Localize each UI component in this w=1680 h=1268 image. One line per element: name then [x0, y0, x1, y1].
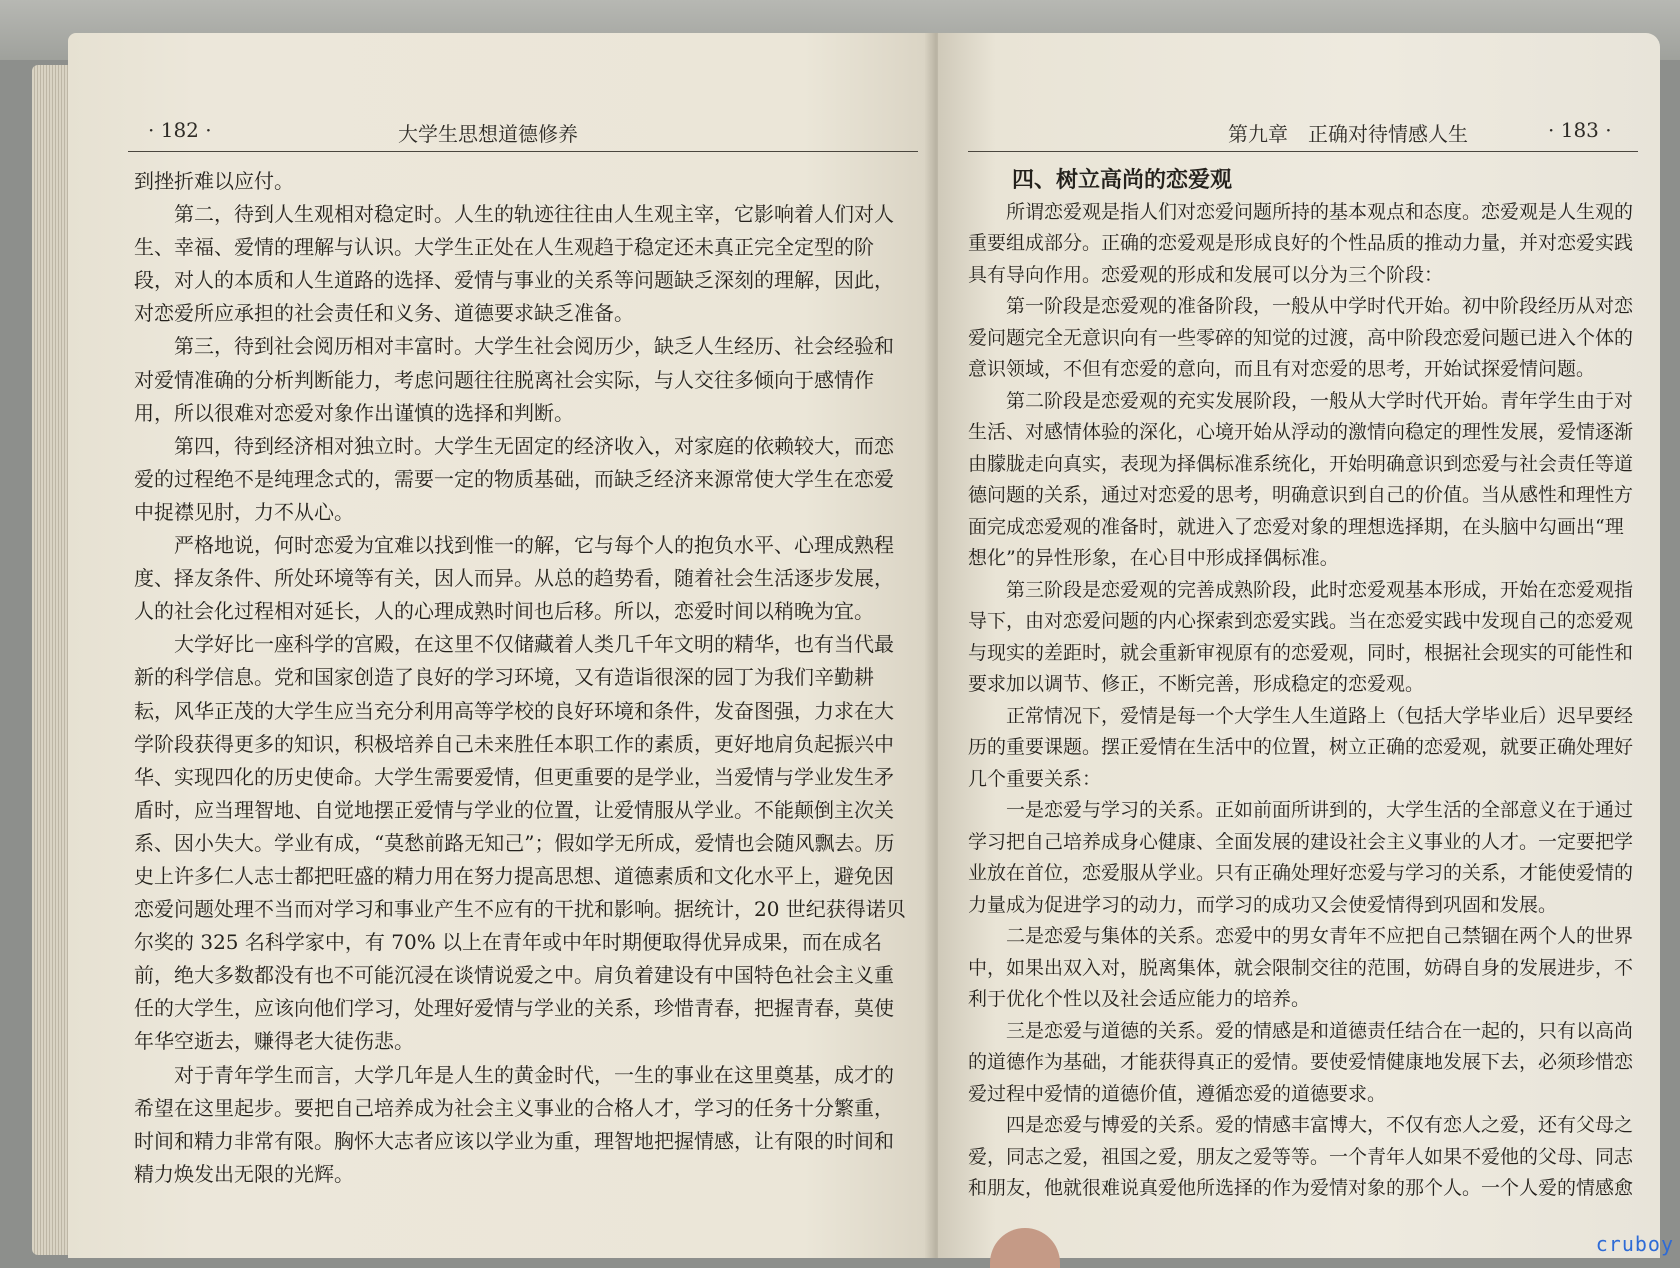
left-page-number: · 182 · [148, 118, 212, 142]
left-running-head: 大学生思想道德修养 [398, 122, 578, 146]
paragraph: 第三阶段是恋爱观的完善成熟阶段，此时恋爱观基本形成，开始在恋爱观指导下，由对恋爱问题的内心探索到恋爱实践。当在恋爱实践中发现自己的恋爱观与现实的差距时，就会重新审视原有的恋爱观，同时，根据社会现实的可能性和要求加以调节、修正，不断完善，形成稳定的恋爱观。 [968, 578, 1634, 695]
right-body-text [968, 165, 1638, 1205]
left-page [68, 33, 934, 1258]
right-page [938, 33, 1660, 1258]
right-running-head: 第九章 正确对待情感人生 [1228, 122, 1468, 146]
paragraph: 大学好比一座科学的宫殿，在这里不仅储藏着人类几千年文明的精华，也有当代最新的科学信息。党和国家创造了良好的学习环境，又有造诣很深的园丁为我们辛勤耕耘，风华正茂的大学生应当充分利用高等学校的良好环境和条件，发奋图强，力求在大学阶段获得更多的知识，积极培养自己未来胜任本职工作的素质，更好地肩负起振兴中华、实现四化的历史使命。大学生需要爱情，但更重要的是学业，当爱情与学业发生矛盾时，应当理智地、自觉地摆正爱情与学业的位置，让爱情服从学业。不能颠倒主次关系、因小失大。学业有成，“莫愁前路无知己”；假如学无所成，爱情也会随风飘去。历史上许多仁人志士都把旺盛的精力用在努力提高思想、道德素质和文化水平上，避免因恋爱问题处理不当而对学习和事业产生不应有的干扰和影响。据统计，20 世纪获得诺贝尔奖的 325 名科学家中，有 70% 以上在青年或中年时期便取得优异成果，而在成名前，绝大多数都没有也不可能沉浸在谈情说爱之中。肩负着建设有中国特色社会主义重任的大学生，应该向他们学习，处理好爱情与学业的关系，珍惜青春，把握青春，莫使年华空逝去，赚得老大徒伤悲。 [134, 632, 906, 1054]
paragraph: 第四，待到经济相对独立时。大学生无固定的经济收入，对家庭的依赖较大，而恋爱的过程绝不是纯理念式的，需要一定的物质基础，而缺乏经济来源常使大学生在恋爱中捉襟见肘，力不从心。 [134, 433, 894, 524]
paragraph: 第一阶段是恋爱观的准备阶段，一般从中学时代开始。初中阶段经历从对恋爱问题完全无意识向有一些零碎的知觉的过渡，高中阶段恋爱问题已进入个体的意识领域，不但有恋爱的意向，而且有对恋爱的思考，开始试探爱情问题。 [968, 295, 1634, 380]
page-edges [32, 65, 72, 1255]
paragraph: 第二阶段是恋爱观的充实发展阶段，一般从大学时代开始。青年学生由于对生活、对感情体验的深化，心境开始从浮动的激情向稳定的理性发展，爱情逐渐由朦胧走向真实，表现为择偶标准系统化，开始明确意识到恋爱与社会责任等道德问题的关系，通过对恋爱的思考，明确意识到自己的价值。当从感性和理性方面完成恋爱观的准备时，就进入了恋爱对象的理想选择期，在头脑中勾画出“理想化”的异性形象，在心目中形成择偶标准。 [968, 389, 1634, 569]
paragraph: 第二，待到人生观相对稳定时。人生的轨迹往往由人生观主宰，它影响着人们对人生、幸福、爱情的理解与认识。大学生正处在人生观趋于稳定还未真正完全定型的阶段，对人的本质和人生道路的选择、爱情与事业的关系等问题缺乏深刻的理解，因此，对恋爱所应承担的社会责任和义务、道德要求缺乏准备。 [134, 202, 894, 326]
left-header-rule [128, 151, 918, 152]
paragraph: 到挫折难以应付。 [134, 169, 294, 193]
section-heading: 四、树立高尚的恋爱观 [1012, 168, 1233, 193]
paragraph: 严格地说，何时恋爱为宜难以找到惟一的解，它与每个人的抱负水平、心理成熟程度、择友条件、所处环境等有关，因人而异。从总的趋势看，随着社会生活逐步发展，人的社会化过程相对延长，人的心理成熟时间也后移。所以，恋爱时间以稍晚为宜。 [134, 533, 894, 624]
right-header-rule [968, 151, 1638, 152]
paragraph: 第三，待到社会阅历相对丰富时。大学生社会阅历少，缺乏人生经历、社会经验和对爱情准确的分析判断能力，考虑问题往往脱离社会实际，与人交往多倾向于感情作用，所以很难对恋爱对象作出谨慎的选择和判断。 [134, 334, 894, 425]
paragraph: 二是恋爱与集体的关系。恋爱中的男女青年不应把自己禁锢在两个人的世界中，如果出双入对，脱离集体，就会限制交往的范围，妨碍自身的发展进步，不利于优化个性以及社会适应能力的培养。 [968, 925, 1634, 1010]
watermark-text: cruboy [1595, 1232, 1674, 1256]
paragraph: 对于青年学生而言，大学几年是人生的黄金时代，一生的事业在这里奠基，成才的希望在这里起步。要把自己培养成为社会主义事业的合格人才，学习的任务十分繁重，时间和精力非常有限。胸怀大志者应该以学业为重，理智地把握情感，让有限的时间和精力焕发出无限的光辉。 [134, 1062, 894, 1186]
right-page-number: · 183 · [1548, 118, 1612, 142]
open-book [20, 25, 1660, 1260]
paragraph: 一是恋爱与学习的关系。正如前面所讲到的，大学生活的全部意义在于通过学习把自己培养成身心健康、全面发展的建设社会主义事业的人才。一定要把学业放在首位，恋爱服从学业。只有正确处理好恋爱与学习的关系，才能使爱情的力量成为促进学习的动力，而学习的成功又会使爱情得到巩固和发展。 [968, 799, 1634, 916]
paragraph: 所谓恋爱观是指人们对恋爱问题所持的基本观点和态度。恋爱观是人生观的重要组成部分。正确的恋爱观是形成良好的个性品质的推动力量，并对恋爱实践具有导向作用。恋爱观的形成和发展可以分为三个阶段： [968, 200, 1634, 286]
left-body-text [134, 165, 912, 1191]
paragraph: 三是恋爱与道德的关系。爱的情感是和道德责任结合在一起的，只有以高尚的道德作为基础，才能获得真正的爱情。要使爱情健康地发展下去，必须珍惜恋爱过程中爱情的道德价值，遵循恋爱的道德要求。 [968, 1019, 1634, 1105]
paragraph: 正常情况下，爱情是每一个大学生人生道路上（包括大学毕业后）迟早要经历的重要课题。摆正爱情在生活中的位置，树立正确的恋爱观，就要正确处理好几个重要关系： [968, 704, 1634, 790]
paragraph: 四是恋爱与博爱的关系。爱的情感丰富博大，不仅有恋人之爱，还有父母之爱，同志之爱，祖国之爱，朋友之爱等等。一个青年人如果不爱他的父母、同志和朋友，他就很难说真爱他所选择的作为爱情对象的那个人。一个人爱的情感愈 [968, 1114, 1634, 1199]
